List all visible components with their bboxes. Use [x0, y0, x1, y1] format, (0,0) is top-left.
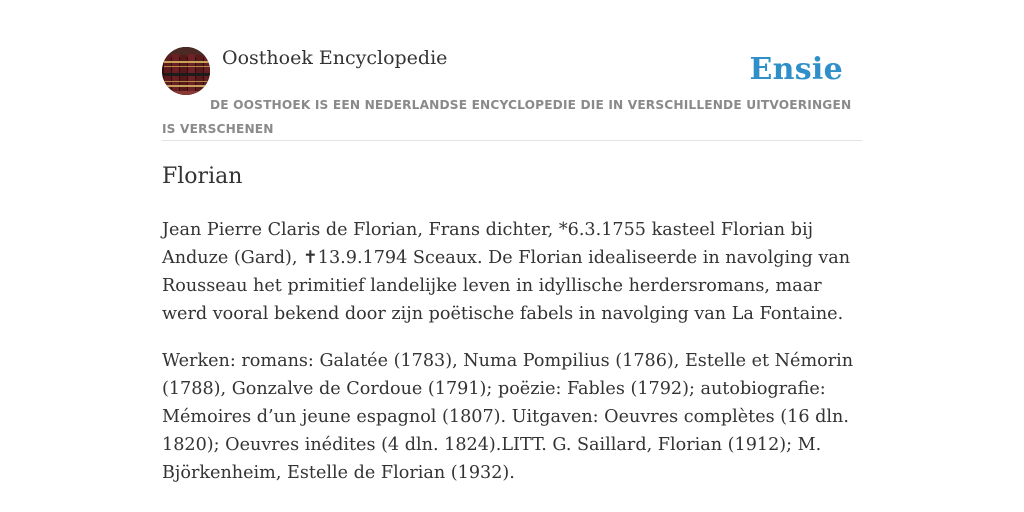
avatar[interactable] — [162, 47, 210, 95]
brand-logo[interactable]: Ensie — [749, 52, 843, 87]
site-name[interactable]: Oosthoek Encyclopedie — [222, 47, 448, 69]
book-spines-icon — [162, 47, 210, 95]
page-container — [162, 44, 862, 483]
site-tagline: DE OOSTHOEK IS EEN NEDERLANDSE ENCYCLOPEDIE DIE IN VERSCHILLENDE UITVOERINGEN IS VERSCHENEN — [162, 98, 852, 136]
article-paragraph: Werken: romans: Galatée (1783), Numa Pompilius (1786), Estelle et Némorin (1788), Gonzalve de Cordoue (1791); poëzie: Fables (1792); autobiografie: Mémoires d’un jeune espagnol (1807). Uitgaven: Oeuvres complètes (16 dln. 1820); Oeuvres inédites (4 dln. 1824).LITT. G. Saillard, Florian (1912); M. Björkenheim, Estelle de Florian (1932). — [162, 351, 854, 483]
article-body — [162, 216, 862, 506]
article-paragraph: Jean Pierre Claris de Florian, Frans dichter, *6.3.1755 kasteel Florian bij Anduze (Gard), ✝13.9.1794 Sceaux. De Florian idealiseerde in navolging van Rousseau het primitief landelijke leven in idyllische herdersromans, maar werd vooral bekend door zijn poëtische fabels in navolging van La Fontaine. — [162, 220, 851, 324]
page-title: Florian — [162, 164, 243, 189]
site-header — [162, 44, 862, 141]
